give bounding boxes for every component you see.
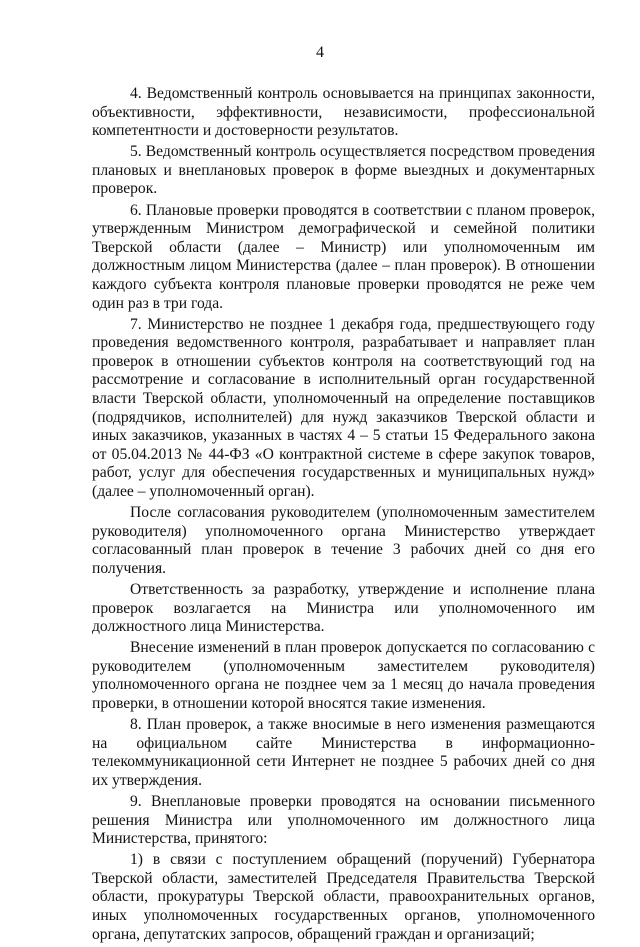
- paragraph-item-4: 4. Ведомственный контроль основывается на принципах законности, объективности, эффективности, независимости, профессиональной компетентности и достоверности результатов.: [92, 85, 595, 140]
- paragraph-approval: После согласования руководителем (уполномоченным заместителем руководителя) уполномоченного органа Министерство утверждает согласованный план проверок в течение 3 рабочих дней со дня его получения.: [92, 504, 595, 577]
- paragraph-item-5: 5. Ведомственный контроль осуществляется посредством проведения плановых и внеплановых проверок в форме выездных и документарных проверок.: [92, 143, 595, 198]
- paragraph-item-7: 7. Министерство не позднее 1 декабря года, предшествующего году проведения ведомственного контроля, разрабатывает и направляет план проверок в отношении субъектов контроля на соответствующий год на рассмотрение и согласование в исполнительный орган государственной власти Тверской области, уполномоченный на определение поставщиков (подрядчиков, исполнителей) для нужд заказчиков Тверской области и иных заказчиков, указанных в частях 4 – 5 статьи 15 Федерального закона от 05.04.2013 № 44-ФЗ «О контрактной системе в сфере закупок товаров, работ, услуг для обеспечения государственных и муниципальных нужд» (далее – уполномоченный орган).: [92, 315, 595, 500]
- paragraph-item-8: 8. План проверок, а также вносимые в него изменения размещаются на официальном сайте Министерства в информационно-телекоммуникационной сети Интернет не позднее 5 рабочих дней со дня их утверждения.: [92, 716, 595, 789]
- paragraph-subitem-1: 1) в связи с поступлением обращений (поручений) Губернатора Тверской области, заместителей Председателя Правительства Тверской области, прокуратуры Тверской области, правоохранительных органов, иных уполномоченных государственных органов, уполномоченного органа, депутатских запросов, обращений граждан и организаций;: [92, 851, 595, 943]
- document-body: [92, 85, 595, 947]
- paragraph-item-6: 6. Плановые проверки проводятся в соответствии с планом проверок, утвержденным Министром демографической и семейной политики Тверской области (далее – Министр) или уполномоченным им должностным лицом Министерства (далее – план проверок). В отношении каждого субъекта контроля плановые проверки проводятся не реже чем один раз в три года.: [92, 201, 595, 312]
- page-number: 4: [316, 44, 324, 61]
- paragraph-responsibility: Ответственность за разработку, утверждение и исполнение плана проверок возлагается на Министра или уполномоченного им должностного лица Министерства.: [92, 580, 595, 636]
- paragraph-plan-changes: Внесение изменений в план проверок допускается по согласованию с руководителем (уполномоченным заместителем руководителя) уполномоченного органа не позднее чем за 1 месяц до начала проведения проверки, в отношении которой вносятся такие изменения.: [92, 639, 595, 712]
- paragraph-item-9: 9. Внеплановые проверки проводятся на основании письменного решения Министра или уполномоченного им должностного лица Министерства, принятого:: [92, 792, 595, 848]
